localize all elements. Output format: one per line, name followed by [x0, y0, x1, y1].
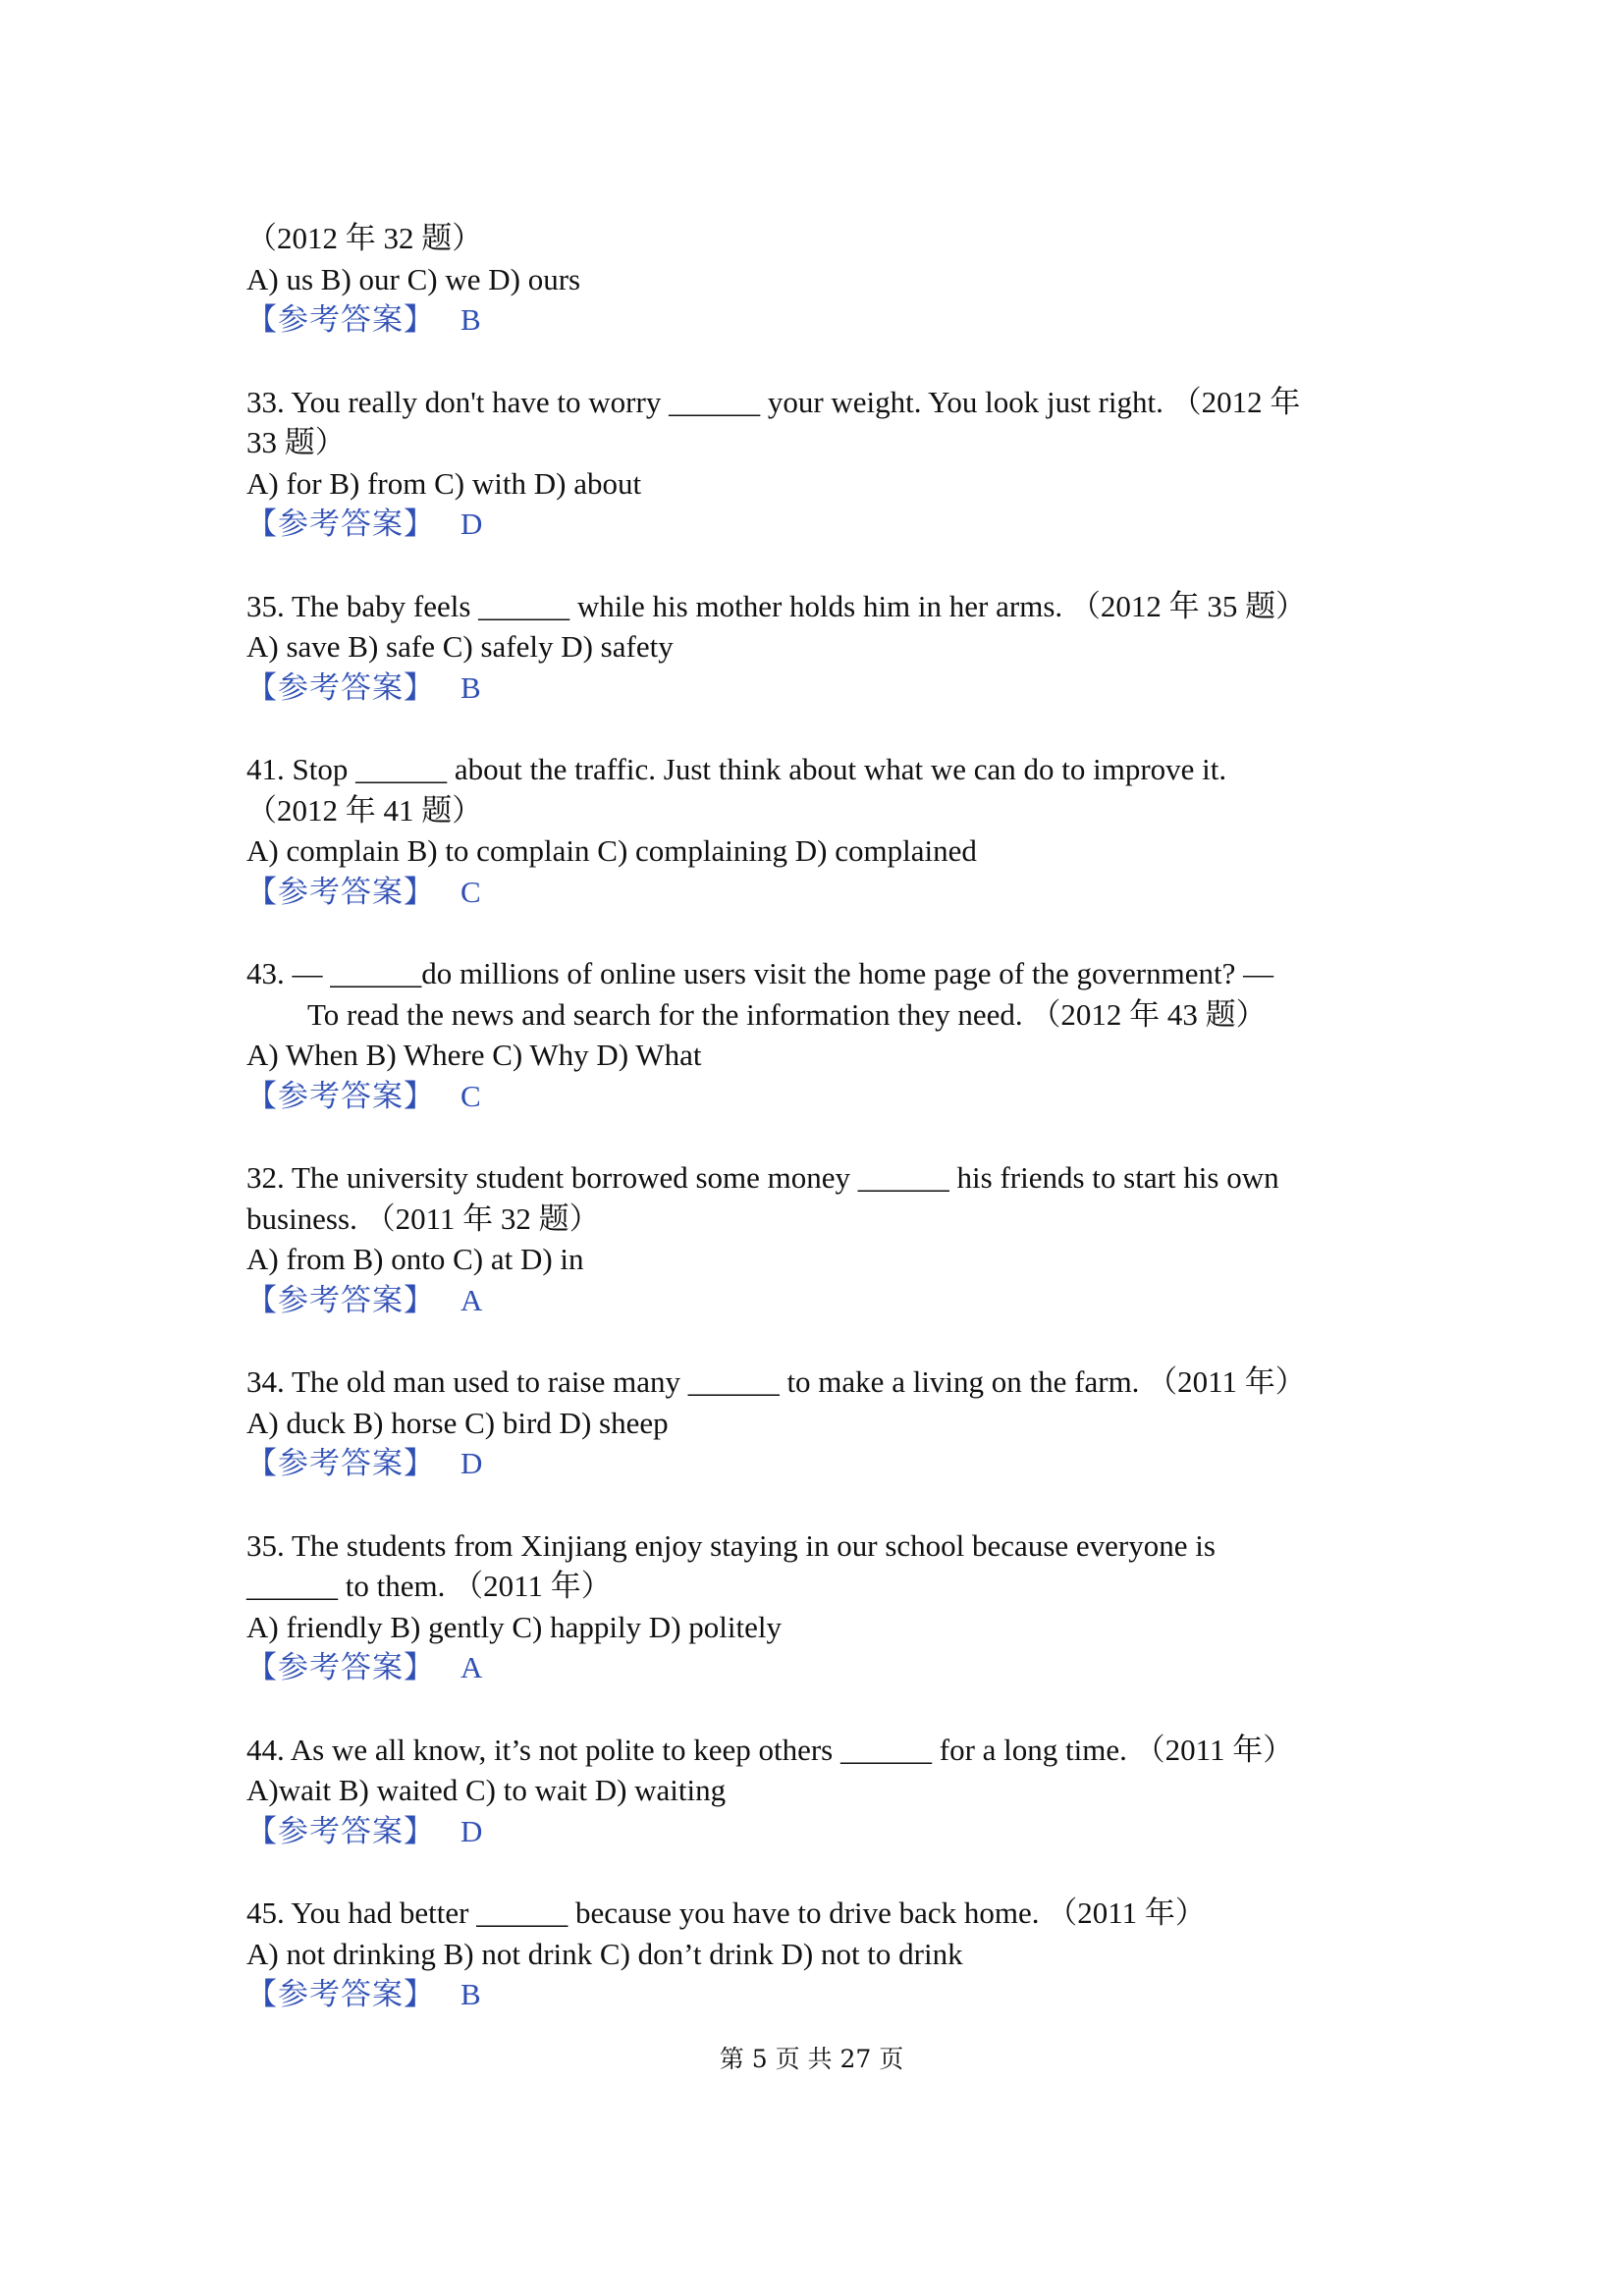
question-choices: A) When B) Where C) Why D) What [246, 1038, 702, 1072]
question-line: 35. The baby feels ______ while his mother holds him in her arms. （2012 年 35 题） [246, 588, 1307, 623]
answer-key [246, 504, 1385, 545]
question-choices: A) from B) onto C) at D) in [246, 1242, 584, 1276]
question-line: （2012 年 41 题） [246, 792, 483, 828]
question-line: 33 题） [246, 425, 346, 459]
answer-key [246, 872, 1385, 913]
answer-label: 【参考答案】 [246, 1977, 435, 2011]
question-line: 44. As we all know, it’s not polite to keep others ______ for a long time. （2011 年） [246, 1732, 1294, 1767]
answer-label: 【参考答案】 [246, 1446, 435, 1480]
question-choices: A) duck B) horse C) bird D) sheep [246, 1405, 669, 1440]
question-item [246, 1730, 1385, 1852]
answer-key [246, 299, 1385, 341]
question-item [246, 586, 1385, 709]
answer-label: 【参考答案】 [246, 1813, 435, 1848]
answer-label: 【参考答案】 [246, 874, 435, 909]
answer-label: 【参考答案】 [246, 669, 435, 705]
question-choices: A) friendly B) gently C) happily D) politely [246, 1609, 782, 1644]
question-line: 32. The university student borrowed some money ______ his friends to start his own [246, 1160, 1279, 1195]
answer-letter: B [460, 669, 481, 705]
question-line: 41. Stop ______ about the traffic. Just think about what we can do to improve it. [246, 752, 1227, 786]
answer-label: 【参考答案】 [246, 302, 435, 337]
question-item [246, 1893, 1385, 2015]
question-choices: A) for B) from C) with D) about [246, 465, 642, 501]
question-item [246, 1525, 1385, 1688]
question-line: ______ to them. （2011 年） [246, 1569, 612, 1603]
answer-key [246, 1974, 1385, 2015]
answer-letter: A [460, 1282, 483, 1317]
page-number-footer: 第 5 页 共 27 页 [719, 2045, 904, 2073]
answer-letter: C [460, 1078, 481, 1113]
question-line: （2012 年 32 题） [246, 221, 483, 255]
question-choices: A) complain B) to complain C) complaining D) complained [246, 833, 977, 868]
question-line: 34. The old man used to raise many ______ to make a living on the farm. （2011 年） [246, 1364, 1306, 1399]
question-choices: A)wait B) waited C) to wait D) waiting [246, 1773, 727, 1807]
question-line: 45. You had better ______ because you have to drive back home. （2011 年） [246, 1896, 1206, 1930]
question-line: To read the news and search for the information they need. （2012 年 43 题） [307, 996, 1267, 1032]
answer-key [246, 667, 1385, 709]
answer-label: 【参考答案】 [246, 507, 435, 541]
answer-key [246, 1811, 1385, 1852]
answer-letter: B [460, 1977, 481, 2011]
question-choices: A) save B) safe C) safely D) safety [246, 629, 674, 664]
question-line: 43. — ______do millions of online users visit the home page of the government? — [246, 956, 1274, 990]
answer-letter: C [460, 874, 481, 909]
answer-key [246, 1280, 1385, 1321]
answer-letter: D [460, 507, 483, 541]
answer-label: 【参考答案】 [246, 1282, 435, 1317]
answer-letter: B [460, 302, 481, 337]
question-item [246, 953, 1385, 1116]
question-item [246, 382, 1385, 545]
question-item [246, 1157, 1385, 1320]
question-line: 35. The students from Xinjiang enjoy staying in our school because everyone is [246, 1527, 1216, 1563]
answer-label: 【参考答案】 [246, 1078, 435, 1113]
question-line: business. （2011 年 32 题） [246, 1201, 600, 1236]
answer-letter: D [460, 1446, 483, 1480]
answer-key [246, 1443, 1385, 1484]
answer-key [246, 1647, 1385, 1688]
answer-label: 【参考答案】 [246, 1650, 435, 1684]
question-choices: A) us B) our C) we D) ours [246, 261, 581, 296]
question-item [246, 749, 1385, 912]
question-list [246, 218, 1385, 2056]
question-item [246, 218, 1385, 341]
question-item [246, 1362, 1385, 1484]
answer-letter: A [460, 1650, 483, 1684]
answer-key [246, 1076, 1385, 1117]
question-choices: A) not drinking B) not drink C) don’t drink D) not to drink [246, 1936, 963, 1971]
question-line: 33. You really don't have to worry ______ your weight. You look just right. （2012 年 [246, 384, 1301, 419]
answer-letter: D [460, 1813, 483, 1848]
